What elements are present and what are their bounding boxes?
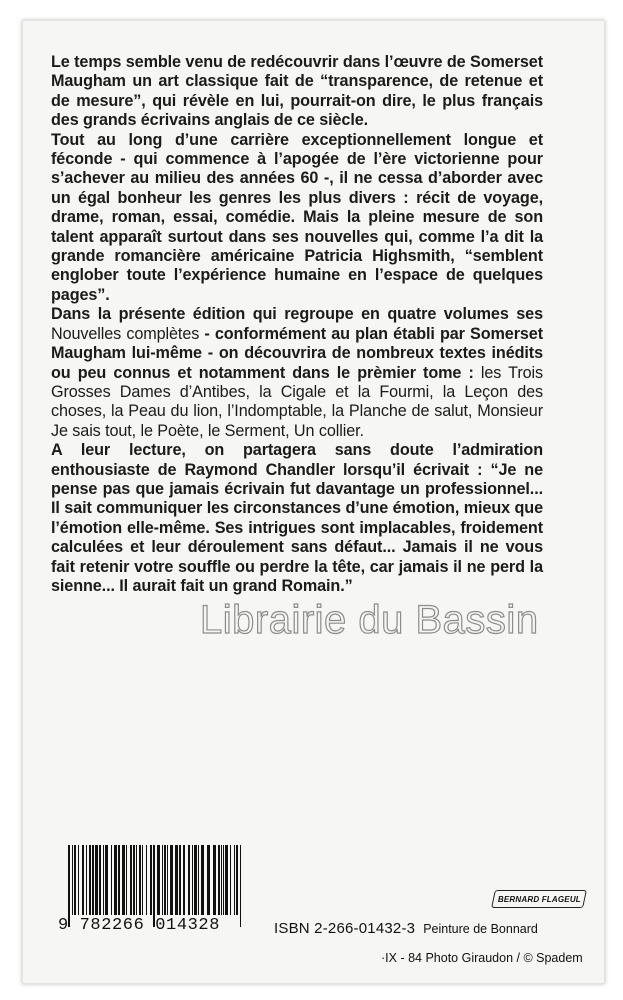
barcode-bar bbox=[207, 845, 210, 915]
barcode-bar bbox=[74, 845, 76, 915]
barcode-bar bbox=[139, 845, 141, 915]
barcode-bar bbox=[188, 845, 190, 915]
barcode-bar bbox=[146, 845, 147, 915]
barcode-bar bbox=[150, 845, 152, 915]
barcode-bar bbox=[179, 845, 181, 915]
barcode-bar bbox=[133, 845, 135, 915]
barcode-bar bbox=[198, 845, 199, 915]
barcode-bar bbox=[192, 845, 193, 915]
barcode-bar bbox=[68, 845, 70, 927]
blurb-paragraph-4: A leur lecture, on partagera sans doute l’admiration enthousiaste de Raymond Chandler lorsqu’il écrivait : “Je ne pense pas que jamais écrivain fut davantage un professionnel... Il sait communiquer les circonstances d’une émotion, mieux que l’émotion elle-même. Ses intrigues sont implacables, froidement calculées et leur déroulement sans défaut... Jamais il ne vous fait retenir votre souffle ou perdre la tête, car jamais il ne perd la sienne... Il aurait fait un grand Romain.” bbox=[51, 441, 543, 595]
barcode-bar bbox=[240, 845, 241, 927]
blurb-paragraph-2: Tout au long d’une carrière exceptionnellement longue et féconde - qui commence à l’apogée de l’ère victorienne pour s’achever au milieu des années 60 -, il ne cessa d’aborder avec un égal bonheur les genres les plus divers : récit de voyage, drame, roman, essai, comédie. Mais la pleine mesure de son talent apparaît surtout dans ses nouvelles qui, comme l’a dit la grande romancière américaine Patricia Highsmith, “semblent englober toute l’expérience humaine en l’espace de quelques pages”. bbox=[51, 130, 543, 304]
barcode-bar bbox=[142, 845, 143, 915]
barcode-bar bbox=[105, 845, 108, 915]
publisher-logo bbox=[491, 890, 587, 908]
blurb-paragraph-1: Le temps semble venu de redécouvrir dans l’œuvre de Somerset Maugham un art classique fait de “transparence, de retenue et de mesure”, qui révèle en lui, pourrait-on dire, le plus français des grands écrivains anglais de ce siècle. bbox=[51, 53, 543, 130]
cover-painting-credit: Peinture de Bonnard bbox=[423, 922, 538, 936]
barcode-bar bbox=[183, 845, 185, 915]
barcode-bar bbox=[221, 845, 222, 915]
barcode-bar bbox=[114, 845, 117, 915]
barcode-bar bbox=[194, 845, 197, 915]
blurb-p3-intro: Dans la présente édition qui regroupe en quatre volumes ses bbox=[51, 305, 543, 324]
watermark-text: Librairie du Bassin bbox=[200, 598, 539, 642]
photo-credit: ·IX - 84 Photo Giraudon / © Spadem bbox=[381, 951, 583, 965]
barcode-digits: 9 782266 014328 bbox=[58, 916, 221, 935]
barcode-bar bbox=[157, 845, 160, 915]
isbn-line bbox=[274, 920, 538, 937]
barcode-bar bbox=[95, 845, 98, 915]
publisher-logo-text: BERNARD FLAGEUL bbox=[497, 894, 581, 904]
barcode-bar bbox=[82, 845, 84, 915]
barcode-bar bbox=[167, 845, 168, 915]
barcode-bar bbox=[72, 845, 73, 915]
barcode-bar bbox=[218, 845, 220, 915]
barcode-bar bbox=[234, 845, 235, 915]
barcode-bar bbox=[89, 845, 91, 915]
barcode-bar bbox=[99, 845, 101, 915]
barcode-bar bbox=[118, 845, 120, 915]
isbn-number: ISBN 2-266-01432-3 bbox=[274, 920, 416, 937]
barcode-bar bbox=[111, 845, 112, 915]
blurb-p3-title: Nouvelles complètes bbox=[51, 324, 200, 343]
barcode-bar bbox=[86, 845, 87, 915]
blurb-text bbox=[51, 53, 543, 596]
blurb-p3-story-list: les Trois Grosses Dames d’Antibes, la Cigale et la Fourmi, la Leçon des choses, la Peau du lion, l’Indomptable, la Planche de salut, Monsieur Je sais tout, le Poète, le Serment, Un collier. bbox=[51, 363, 544, 440]
barcode-bar bbox=[230, 845, 231, 915]
blurb-p3-middle: - conformément au plan établi par Somerset Maugham lui-même - on découvrira de nombreux textes inédits ou peu connus et notamment dans le prèmier tome : bbox=[51, 324, 543, 382]
barcode-bar bbox=[92, 845, 94, 915]
barcode-bar bbox=[170, 845, 173, 915]
barcode-bar bbox=[78, 845, 79, 915]
barcode-bar bbox=[136, 845, 137, 915]
barcode-bar bbox=[103, 845, 104, 915]
barcode-bar bbox=[153, 845, 155, 927]
barcode-bar bbox=[130, 845, 132, 915]
barcode-bar bbox=[225, 845, 228, 915]
barcode-bar bbox=[223, 845, 224, 915]
barcode-bar bbox=[122, 845, 125, 915]
barcode-image bbox=[66, 845, 244, 927]
barcode-bar bbox=[162, 845, 163, 915]
barcode-bar bbox=[213, 845, 216, 915]
barcode-bar bbox=[236, 845, 238, 915]
barcode-bar bbox=[201, 845, 204, 915]
blurb-paragraph-3 bbox=[51, 305, 543, 441]
barcode-bar bbox=[175, 845, 178, 915]
barcode-bar bbox=[164, 845, 166, 915]
barcode-bar bbox=[126, 845, 127, 915]
